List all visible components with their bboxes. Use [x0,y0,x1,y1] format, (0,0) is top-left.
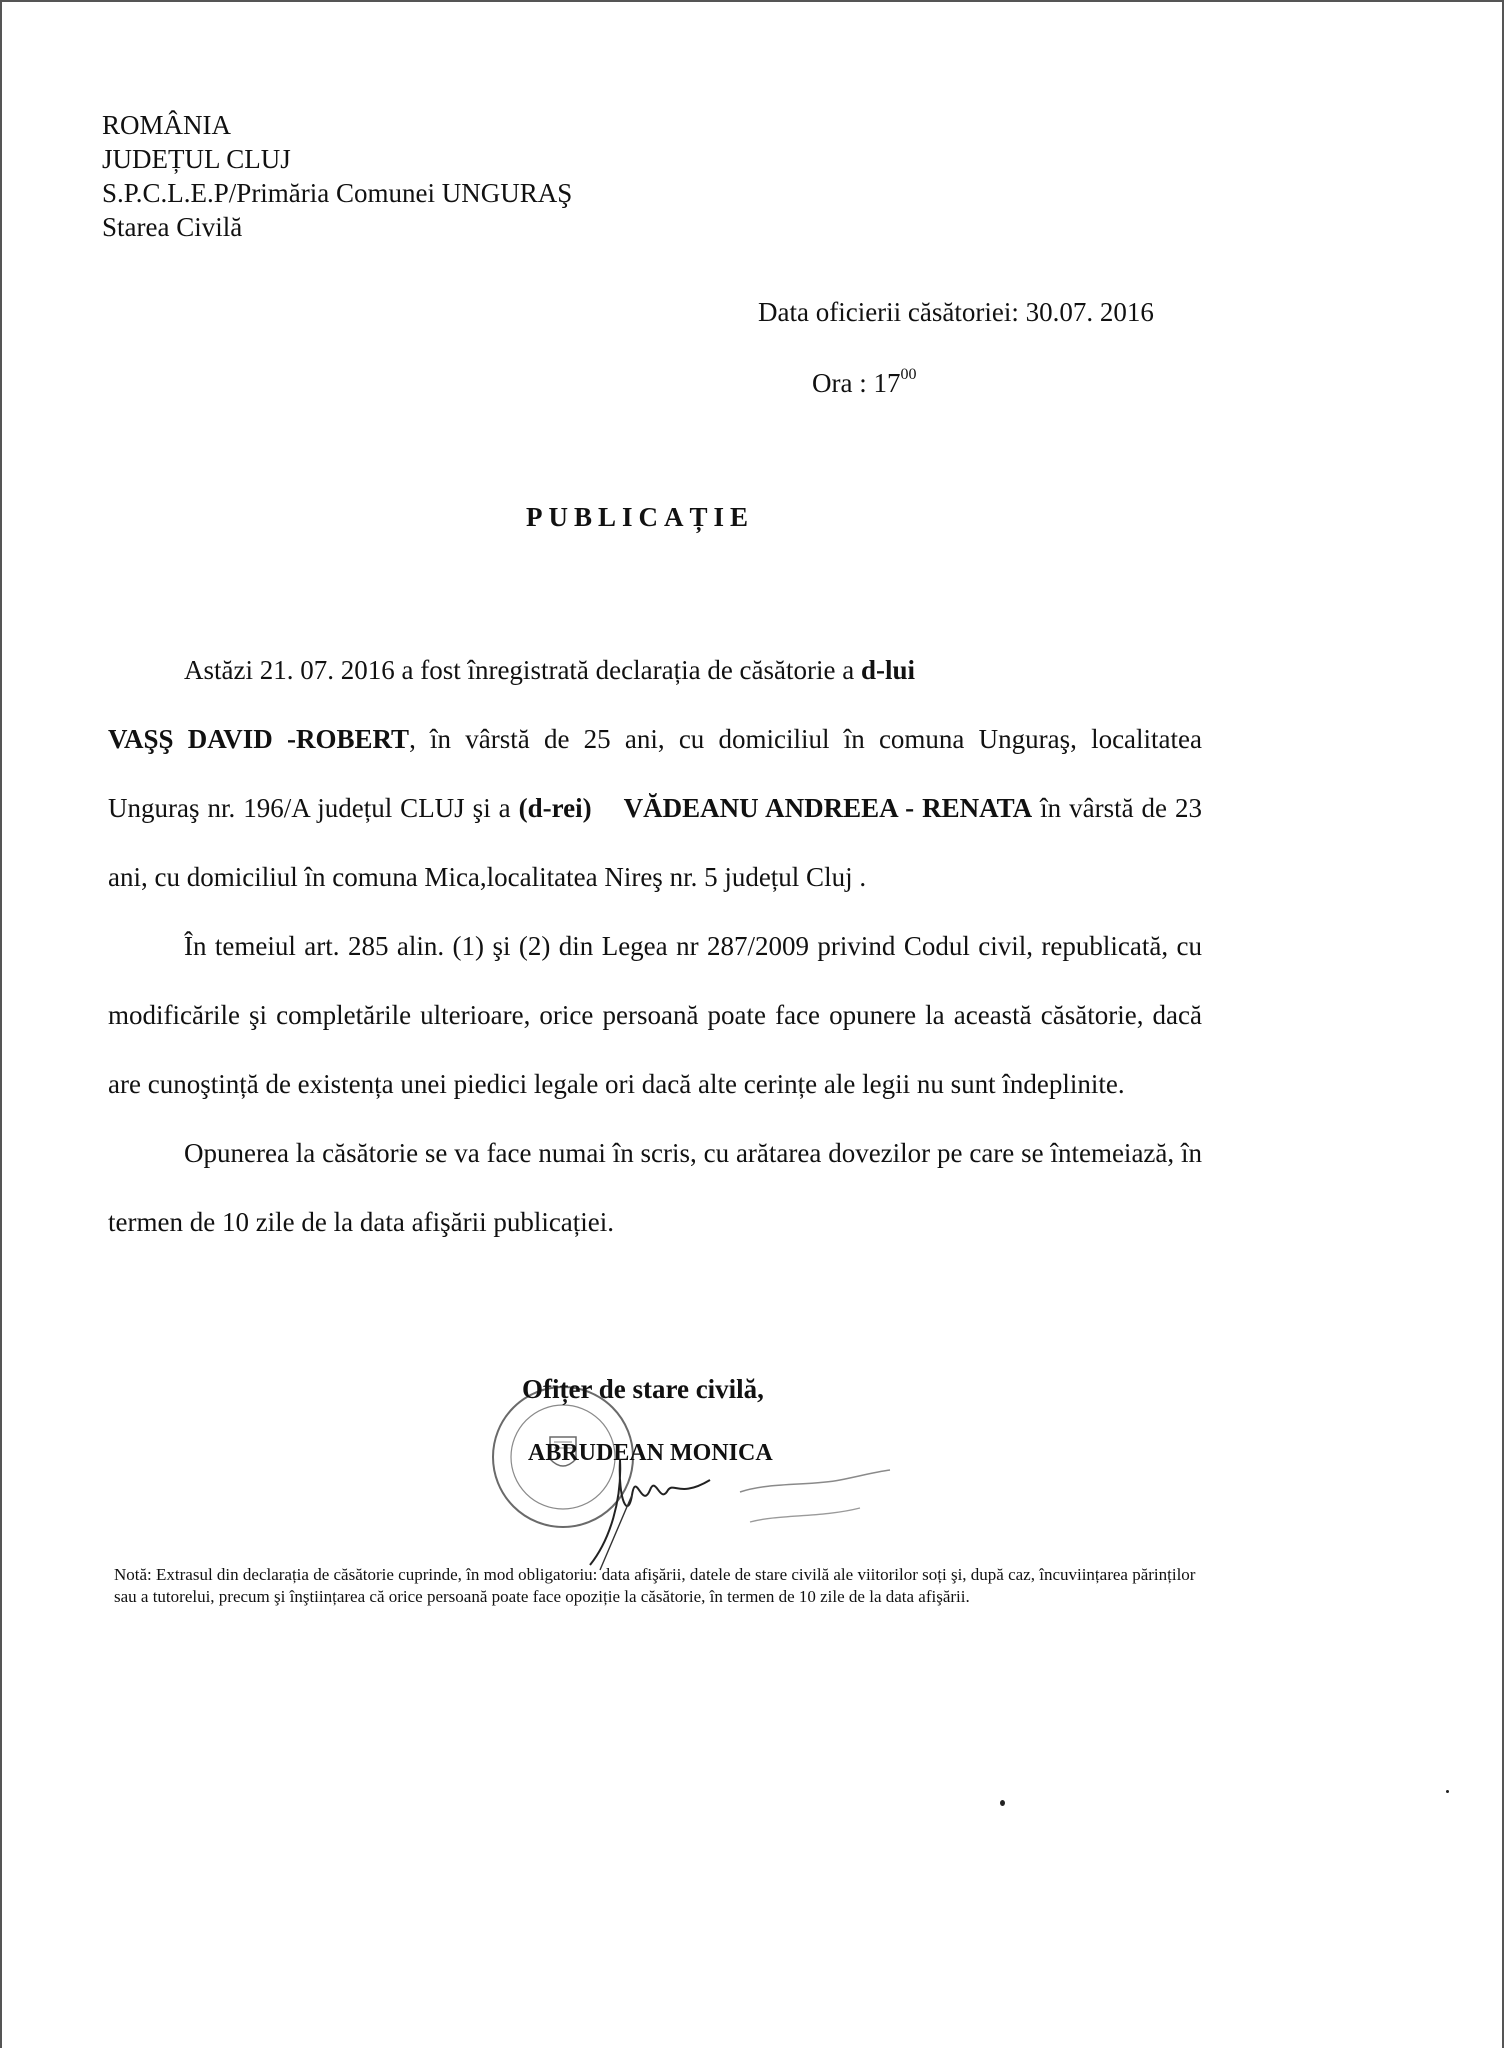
document-body [108,636,1202,1257]
signatory-role: Ofițer de stare civilă, [522,1374,764,1404]
bride-title: (d-rei) [518,793,592,823]
declaration-text-a: Astăzi 21. 07. 2016 a fost înregistrată declarația de căsătorie a [184,655,861,685]
marriage-date [758,297,1154,328]
declaration-text-c: în vârstă de 23 ani, cu domiciliul în comuna Mica,localitatea Nireş nr. 5 județul Cluj . [108,793,1203,892]
header-county: JUDEȚUL CLUJ [102,144,291,174]
marriage-time [812,368,916,399]
marriage-date-value: 30.07. 2016 [1025,297,1154,327]
groom-name: VAŞŞ DAVID -ROBERT [108,724,410,754]
marriage-time-label: Ora : 17 [812,368,901,398]
signatory-name: ABRUDEAN MONICA [528,1440,773,1466]
page-top-edge [0,0,1504,2]
scan-speck [1000,1800,1005,1806]
legal-basis-paragraph: În temeiul art. 285 alin. (1) şi (2) din Legea nr 287/2009 privind Codul civil, republicată, cu modificările şi completările ulterioare, orice persoană poate face opunere la această căsătorie, dacă are cunoştință de existența unei piedici legale ori dacă alte cerințe ale legii nu sunt îndeplinite. [108,931,1202,1099]
marriage-date-label: Data oficierii căsătoriei: [758,297,1019,327]
header-office: S.P.C.L.E.P/Primăria Comunei UNGURAŞ [102,178,573,208]
scan-speck [1446,1790,1449,1793]
declaration-text-b: , în vârstă de 25 ani, cu domiciliul în comuna Unguraş, localitatea Unguraş nr. 196/A județul CLUJ şi a [108,724,1203,823]
name-stamp [720,1452,900,1548]
declaration-paragraph [108,636,1202,912]
footnote: Notă: Extrasul din declarația de căsătorie cuprinde, în mod obligatoriu: data afişării, datele de stare civilă ale viitorilor soți şi, după caz, încuviințarea părinților sau a tutorelui, precum şi înştiințarea că orice persoană poate face opoziție la căsătorie, în termen de 10 zile de la data afişării. [114,1565,1196,1606]
document-title: PUBLICAȚIE [526,502,755,532]
header-department: Starea Civilă [102,212,243,242]
page-left-edge [0,0,2,2048]
opposition-paragraph: Opunerea la căsătorie se va face numai în scris, cu arătarea dovezilor pe care se întemeiază, în termen de 10 zile de la data afişării publicației. [108,1138,1202,1237]
marriage-time-minutes: 00 [900,366,917,383]
header-country: ROMÂNIA [102,110,232,140]
bride-name: VĂDEANU ANDREEA - RENATA [623,793,1033,823]
handwritten-signature [560,1440,730,1575]
document-header [102,108,572,244]
groom-title: d-lui [860,655,916,685]
